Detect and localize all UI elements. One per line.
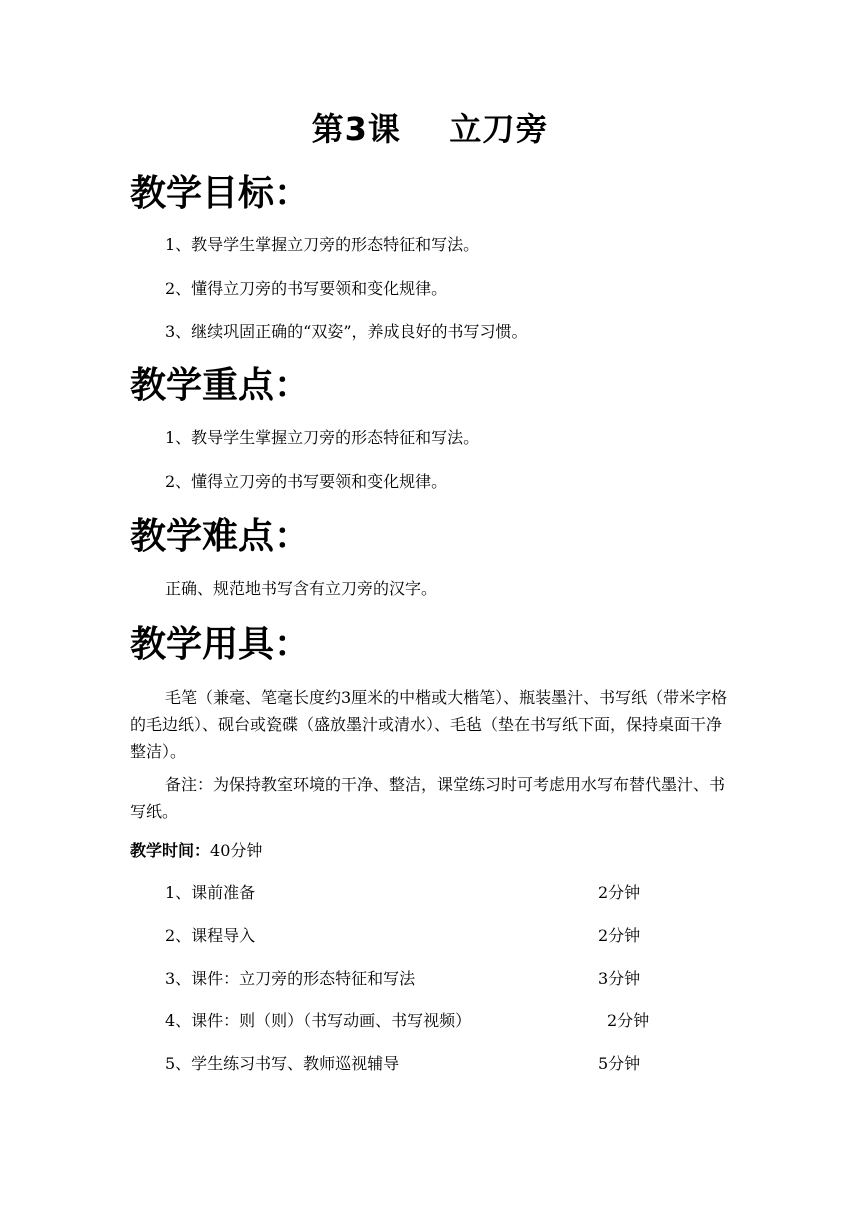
schedule-row: [165, 925, 665, 947]
difficulties-heading: 教学难点：: [130, 516, 311, 557]
key-points-heading: 教学重点：: [130, 365, 311, 406]
schedule-row: [165, 1053, 665, 1075]
schedule-duration: 3分钟: [598, 969, 641, 988]
teaching-time-value: 40分钟: [210, 841, 263, 860]
schedule-duration: 2分钟: [598, 883, 641, 902]
page-title: 第3课 立刀旁: [311, 110, 549, 148]
schedule-item: 5、学生练习书写、教师巡视辅导: [165, 1054, 400, 1073]
teaching-time: [130, 840, 262, 862]
schedule-duration: 2分钟: [598, 926, 641, 945]
schedule-item: 2、课程导入: [165, 926, 256, 945]
schedule-duration: 2分钟: [607, 1011, 650, 1030]
schedule-row: [165, 882, 665, 904]
key-point-item: 1、教导学生掌握立刀旁的形态特征和写法。: [165, 428, 480, 447]
objective-item: 2、懂得立刀旁的书写要领和变化规律。: [165, 279, 448, 298]
schedule-row: [165, 1010, 665, 1032]
schedule-row: [165, 968, 665, 990]
difficulty-text: 正确、规范地书写含有立刀旁的汉字。: [165, 579, 438, 598]
tools-paragraph: 毛笔（兼毫、笔毫长度约3厘米的中楷或大楷笔）、瓶装墨汁、书写纸（带米字格的毛边纸）、砚台或瓷碟（盛放墨汁或清水）、毛毡（垫在书写纸下面，保持桌面干净整洁）。: [130, 688, 728, 761]
tools-heading: 教学用具：: [130, 624, 311, 665]
tools-note: 备注：为保持教室环境的干净、整洁，课堂练习时可考虑用水写布替代墨汁、书写纸。: [130, 775, 726, 821]
objective-item: 1、教导学生掌握立刀旁的形态特征和写法。: [165, 235, 480, 254]
schedule-duration: 5分钟: [598, 1054, 641, 1073]
schedule-item: 3、课件：立刀旁的形态特征和写法: [165, 969, 416, 988]
objectives-heading: 教学目标：: [130, 173, 311, 214]
key-point-item: 2、懂得立刀旁的书写要领和变化规律。: [165, 472, 448, 491]
objective-item: 3、继续巩固正确的“双姿”，养成良好的书写习惯。: [165, 322, 528, 341]
schedule-item: 4、课件：则（则）（书写动画、书写视频）: [165, 1011, 472, 1030]
teaching-time-label: 教学时间：: [130, 841, 211, 860]
schedule-item: 1、课前准备: [165, 883, 256, 902]
